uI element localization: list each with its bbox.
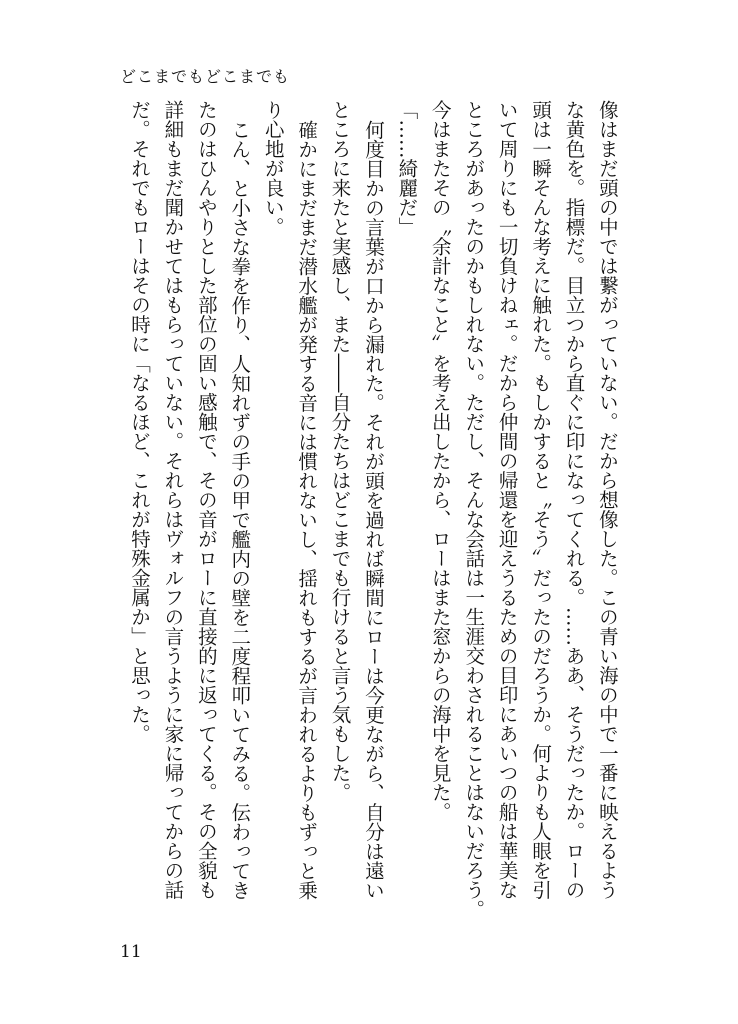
text-line: ところに来たと実感し、また――自分たちはどこまでも行けると言う気もした。 xyxy=(328,100,352,802)
text-line: だ。それでもローはその時に「なるほど、これが特殊金属か」と思った。 xyxy=(128,100,151,744)
text-line: 今はまたその〝余計なこと〟を考え出したから、ローはまた窓からの海中を見た。 xyxy=(428,100,452,822)
dialogue-line: 「……綺麗だ」 xyxy=(395,100,419,237)
text-line: ところがあったのかもしれない。ただし、そんな会話は一生涯交わされることはないだろう。 xyxy=(462,100,486,919)
running-header: どこまでもどこまでも xyxy=(120,67,291,86)
vertical-text-block xyxy=(126,100,620,930)
text-line: 頭は一瞬そんな考えに触れた。もしかすると〝そう〟だったのだろうか。何よりも人眼を引 xyxy=(529,100,553,900)
text-line: り心地が良い。 xyxy=(261,100,285,237)
text-line: たのはひんやりとした部位の固い感触で、その音がローに直接的に返ってくる。その全貌も xyxy=(194,100,218,900)
text-line: いて周りにも一切負けねェ。だから仲間の帰還を迎えうるための目印にあいつの船は華美な xyxy=(495,100,519,900)
page-number: 11 xyxy=(120,942,142,962)
text-line: 確かにまだまだ潜水艦が発する音には慣れないし、揺れもするが言われるよりもずっと乗 xyxy=(295,120,319,900)
text-line: 詳細もまだ聞かせてはもらっていない。それらはヴォルフの言うように家に帰ってからの話 xyxy=(161,100,185,900)
text-line: こん、と小さな拳を作り、人知れずの手の甲で艦内の壁を二度程叩いてみる。伝わってき xyxy=(228,120,252,900)
text-line: 何度目かの言葉が口から漏れた。それが頭を過れば瞬間にローは今更ながら、自分は遠い xyxy=(361,120,385,900)
text-line: な黄色を。指標だ。目立つから直ぐに印になってくれる。……ああ、そうだったか。ローの xyxy=(562,100,586,900)
text-line: 像はまだ頭の中では繋がっていない。だから想像した。この青い海の中で一番に映えるよう xyxy=(595,100,619,900)
